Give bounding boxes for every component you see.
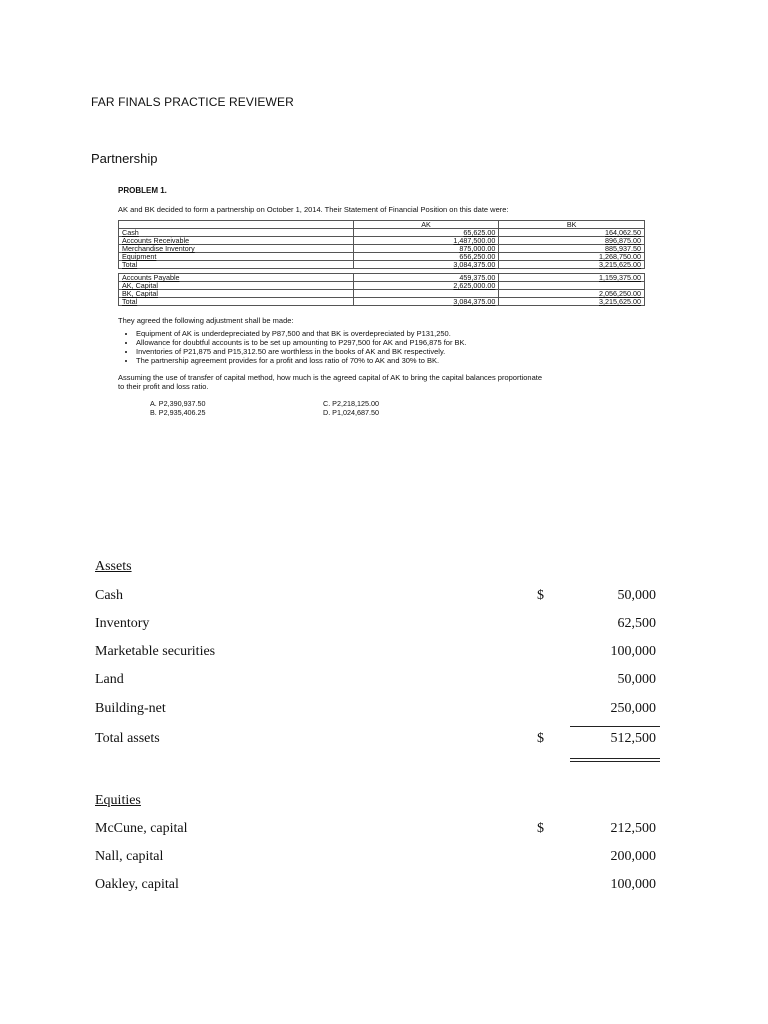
bk-value: 896,875.00 bbox=[499, 237, 645, 245]
table-row bbox=[119, 237, 645, 245]
col-header-ak: AK bbox=[353, 221, 499, 229]
ak-value: 3,084,375.00 bbox=[353, 261, 499, 269]
list-item: • The partnership agreement provides for a profit and loss ratio of 70% to AK and 30% to BK. bbox=[136, 356, 648, 365]
asset-amount: 250,000 bbox=[610, 701, 656, 716]
list-item: • Inventories of P21,875 and P15,312.50 are worthless in the books of AK and BK respectively. bbox=[136, 347, 648, 356]
dollar-sign: $ bbox=[537, 731, 544, 746]
bk-value: 2,056,250.00 bbox=[499, 290, 645, 298]
document-title: FAR FINALS PRACTICE REVIEWER bbox=[91, 95, 294, 109]
ak-value: 459,375.00 bbox=[353, 274, 499, 282]
table-row bbox=[119, 282, 645, 290]
row-label: Accounts Receivable bbox=[119, 237, 354, 245]
question-text: Assuming the use of transfer of capital method, how much is the agreed capital of AK to bring the capital balances proportionate to their profit and loss ratio. bbox=[118, 373, 542, 391]
section-title: Partnership bbox=[91, 151, 158, 166]
equity-label: McCune, capital bbox=[95, 821, 188, 836]
choice-c: C. P2,218,125.00 bbox=[323, 399, 379, 408]
table-row bbox=[119, 245, 645, 253]
row-label: Merchandise Inventory bbox=[119, 245, 354, 253]
list-item: • Equipment of AK is underdepreciated by P87,500 and that BK is overdepreciated by P131,250. bbox=[136, 329, 648, 338]
table-row bbox=[119, 253, 645, 261]
equity-amount: 100,000 bbox=[610, 877, 656, 892]
ak-value: 875,000.00 bbox=[353, 245, 499, 253]
dollar-sign: $ bbox=[537, 821, 544, 836]
bk-value: 1,268,750.00 bbox=[499, 253, 645, 261]
asset-label: Building-net bbox=[95, 701, 166, 716]
ak-value: 656,250.00 bbox=[353, 253, 499, 261]
adjustment-list bbox=[118, 329, 648, 365]
row-label: BK, Capital bbox=[119, 290, 354, 298]
choice-a: A. P2,390,937.50 bbox=[150, 399, 206, 408]
subtotal-rule bbox=[570, 726, 660, 727]
table-row bbox=[119, 290, 645, 298]
asset-label: Cash bbox=[95, 588, 123, 603]
bk-value: 1,159,375.00 bbox=[499, 274, 645, 282]
table-row bbox=[119, 261, 645, 269]
asset-label: Inventory bbox=[95, 616, 150, 631]
list-item: • Allowance for doubtful accounts is to be set up amounting to P297,500 for AK and P196,875 for BK. bbox=[136, 338, 648, 347]
row-label: Cash bbox=[119, 229, 354, 237]
equity-label: Oakley, capital bbox=[95, 877, 179, 892]
bk-value: 3,215,625.00 bbox=[499, 298, 645, 306]
financial-position-table bbox=[118, 220, 645, 306]
total-assets-label: Total assets bbox=[95, 731, 160, 746]
double-rule-bottom bbox=[570, 761, 660, 762]
ak-value: 65,625.00 bbox=[353, 229, 499, 237]
table-row bbox=[119, 274, 645, 282]
row-label: Total bbox=[119, 261, 354, 269]
adjustment-intro: They agreed the following adjustment shall be made: bbox=[118, 316, 294, 325]
col-header-bk: BK bbox=[499, 221, 645, 229]
problem-1-block bbox=[118, 186, 648, 421]
asset-amount: 100,000 bbox=[610, 644, 656, 659]
asset-amount: 50,000 bbox=[617, 672, 656, 687]
row-label: Total bbox=[119, 298, 354, 306]
equity-amount: 200,000 bbox=[610, 849, 656, 864]
asset-amount: 62,500 bbox=[617, 616, 656, 631]
bk-value: 3,215,625.00 bbox=[499, 261, 645, 269]
choice-b: B. P2,935,406.25 bbox=[150, 408, 206, 417]
table-row bbox=[119, 298, 645, 306]
table-header-row bbox=[119, 221, 645, 229]
choice-d: D. P1,024,687.50 bbox=[323, 408, 379, 417]
equities-heading: Equities bbox=[95, 793, 141, 808]
assets-heading: Assets bbox=[95, 559, 132, 574]
asset-label: Marketable securities bbox=[95, 644, 216, 659]
row-label: AK, Capital bbox=[119, 282, 354, 290]
ak-value: 2,625,000.00 bbox=[353, 282, 499, 290]
problem-title: PROBLEM 1. bbox=[118, 186, 167, 195]
row-label: Accounts Payable bbox=[119, 274, 354, 282]
equity-amount: 212,500 bbox=[610, 821, 656, 836]
row-label: Equipment bbox=[119, 253, 354, 261]
bk-value: 885,937.50 bbox=[499, 245, 645, 253]
asset-label: Land bbox=[95, 672, 124, 687]
ak-value: 3,084,375.00 bbox=[353, 298, 499, 306]
answer-choices bbox=[118, 399, 648, 421]
total-assets-amount: 512,500 bbox=[610, 731, 656, 746]
table-row bbox=[119, 229, 645, 237]
dollar-sign: $ bbox=[537, 588, 544, 603]
double-rule-top bbox=[570, 758, 660, 759]
problem-intro: AK and BK decided to form a partnership on October 1, 2014. Their Statement of Financial Position on this date were: bbox=[118, 205, 509, 214]
equity-label: Nall, capital bbox=[95, 849, 164, 864]
bk-value: 164,062.50 bbox=[499, 229, 645, 237]
asset-amount: 50,000 bbox=[617, 588, 656, 603]
ak-value: 1,487,500.00 bbox=[353, 237, 499, 245]
